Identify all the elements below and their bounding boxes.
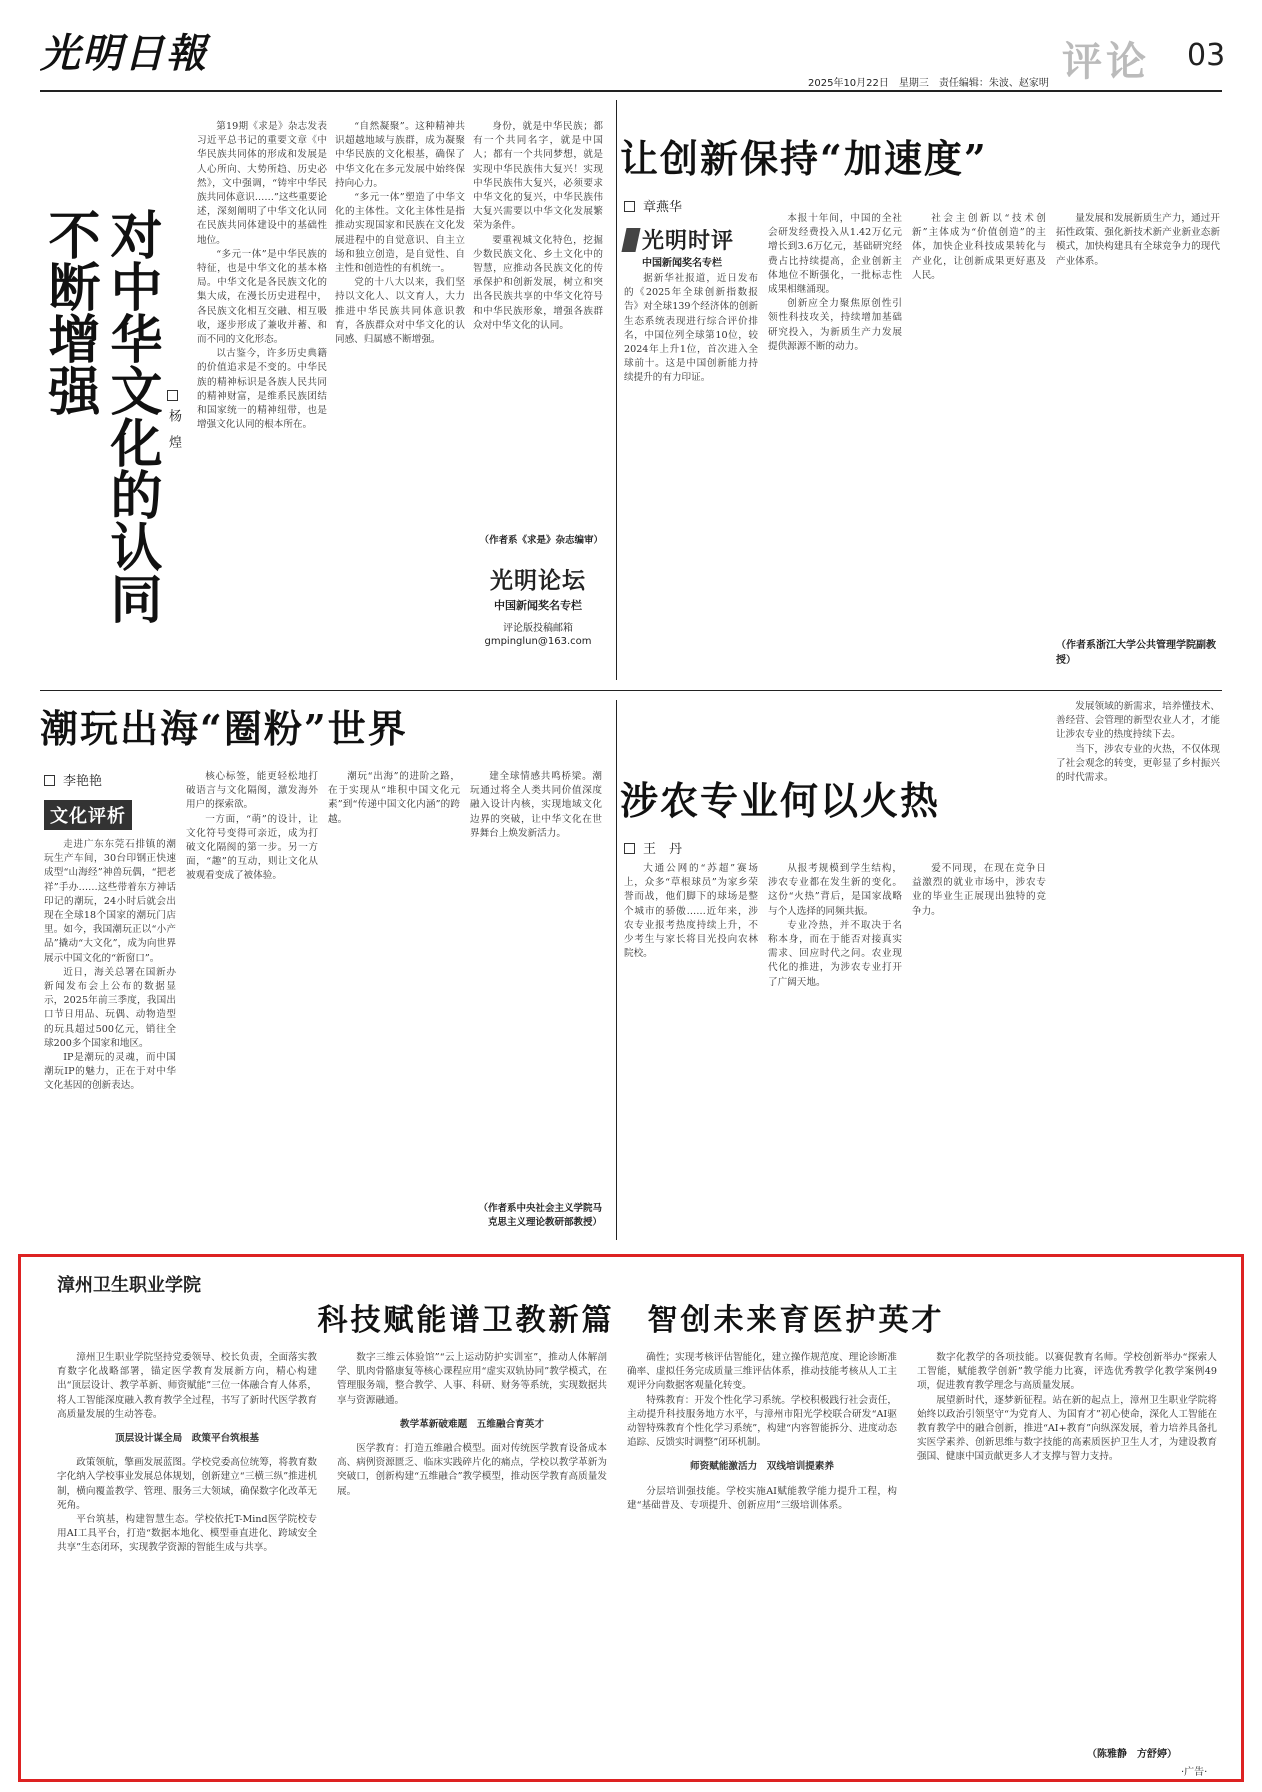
byline-box-icon <box>624 843 635 854</box>
column-tag <box>44 800 164 830</box>
paragraph: IP是潮玩的灵魂，而中国潮玩IP的魅力，正在于对中华文化基因的创新表达。 <box>44 1052 176 1092</box>
innovation-author-name: 章燕华 <box>643 200 683 215</box>
paragraph: 创新应全力聚焦原创性引领性科技攻关，持续增加基础研究投入，为新质生产力发展提供源源不断的动力。 <box>768 298 902 352</box>
section-title: 评论 <box>1062 39 1150 85</box>
forum-email[interactable]: gmpinglun@163.com <box>484 636 592 647</box>
advert-headline: 科技赋能谱卫教新篇 智创未来育医护英才 <box>317 1303 945 1338</box>
innovation-article-author <box>624 196 682 215</box>
paragraph: 专业冷热，并不取决于名称本身，而在于能否对接真实需求、回应时代之问。农业现代化的推进，为涉农专业打开了广阔天地。 <box>768 919 902 988</box>
paragraph: 爱不同现，在现在竞争日益激烈的就业市场中，涉农专业的毕业生正展现出独特的竞争力。 <box>912 863 1046 917</box>
paragraph: 第19期《求是》杂志发表习近平总书记的重要文章《中华民族共同体的形成和发展是人心所向、大势所趋、历史必然》，文中强调，“铸牢中华民族共同体意识……”这些重要论述，深刻阐明了中华文化认同在民族共同体建设中的基础性地位。 <box>197 121 327 246</box>
page-number: 03 <box>1187 38 1226 73</box>
opinion-badge <box>624 222 764 270</box>
advert-frame <box>18 1254 1244 1782</box>
paragraph: 量发展和发展新质生产力，通过开拓性政策、强化新技术新产业新业态新模式，加快构建具有全球竞争力的现代产业体系。 <box>1056 213 1220 267</box>
innovation-column-2 <box>768 212 902 660</box>
agri-column-1 <box>624 862 758 1230</box>
forum-box <box>473 556 603 656</box>
advert-school-name: 漳州卫生职业学院 <box>57 1275 201 1296</box>
column-tag-label: 文化评析 <box>44 800 132 830</box>
advert-subhead: 师资赋能激活力 双线培训提素养 <box>690 1461 834 1473</box>
paragraph: 确性；实现考核评估智能化，建立操作规范度、理论诊断准确率、虚拟任务完成质量三维评估体系，推动技能考核从人工主观评分向数据客观量化转变。 <box>627 1352 897 1392</box>
culture-column-3 <box>473 120 603 530</box>
paragraph: 大通公网的“苏超”赛场上，众多“草根球员”为家乡荣誉而战，他们脚下的球场是整个城市的骄傲……近年来，涉农专业报考热度持续上升，不少考生与家长将目光投向农林院校。 <box>624 863 758 960</box>
paragraph: 特殊教育：开发个性化学习系统。学校积极践行社会责任，主动提升科技服务地方水平，与漳州市阳光学校联合研发“AI驱动智特殊教育个性化学习系统”，构建“内容智能拆分、进度动态追踪、反馈实时调整”闭环机制。 <box>627 1394 897 1449</box>
date-editor-line: 2025年10月22日 星期三 责任编辑：朱波、赵家明 <box>808 78 1049 89</box>
masthead <box>0 0 1262 92</box>
culture-article-note: （作者系《求是》杂志编审） <box>479 535 603 546</box>
innovation-column-3 <box>912 212 1046 660</box>
innovation-column-1 <box>624 272 758 660</box>
advert-byline: （陈雅静 方舒婷） <box>1087 1749 1177 1760</box>
newspaper-logo: 光明日報 <box>40 30 208 77</box>
paragraph: 政策领航，擎画发展蓝图。学校党委高位统筹，将教育数字化纳入学校事业发展总体规划，创新建立“三横三纵”推进机制，横向覆盖教学、管理、服务三大领域，确保数字化改革无死角。 <box>57 1457 317 1511</box>
paragraph: 建全球情感共鸣桥梁。潮玩通过将全人类共同价值深度融入设计内核，实现地域文化边界的突破，让中华文化在世界舞台上焕发新活力。 <box>470 771 602 839</box>
paragraph: 展望新时代，逐梦新征程。站在新的起点上，漳州卫生职业学院将始终以政治引领坚守“为党育人、为国育才”初心使命，深化人工智能在教育教学中的融合创新，推进“AI+教育”向纵深发展，着力培养具备扎实医学素养、创新思维与数字技能的高素质医护卫生人才，为建设教育强国、健康中国贡献更多人才支撑与智力支持。 <box>917 1394 1217 1463</box>
agri-article-author <box>624 838 682 857</box>
badge-title: 光明时评 <box>642 229 735 254</box>
paragraph: 潮玩“出海”的进阶之路，在于实现从“堆积中国文化元素”到“传递中国文化内涵”的跨越。 <box>328 771 460 825</box>
culture-article-title: 对中华文化的认同不断增强 <box>39 208 162 624</box>
innovation-article-note: （作者系浙江大学公共管理学院副教授） <box>1056 640 1216 666</box>
paragraph: 一方面，“萌”的设计，让文化符号变得可亲近，成为打破文化隔阂的第一步。另一方面，“趣”的互动，则让文化从被观看变成了被体验。 <box>186 813 318 882</box>
chaowan-article-author <box>44 770 102 789</box>
agri-column-2 <box>768 862 902 1230</box>
paragraph: 数字三维云体验馆”“云上运动防护实训室”，推动人体解剖学、肌肉骨骼康复等核心课程应用“虚实双轨协同”教学模式，在管理服务端，整合教学、人事、科研、财务等系统，实现数据共享与资源融通。 <box>337 1352 607 1406</box>
advert-column-1 <box>57 1351 317 1771</box>
paragraph: 漳州卫生职业学院坚持党委领导、校长负责，全面落实教育数字化战略部署，锚定医学教育发展新方向，精心构建出“顶层设计、教学革新、师资赋能”三位一体融合育人体系，将人工智能深度融入教育教学全过程，书写了新时代医学教育高质量发展的生动答卷。 <box>57 1352 317 1420</box>
agri-column-4 <box>1056 700 1220 1230</box>
paragraph: 从报考规模到学生结构，涉农专业都在发生新的变化。这份“火热”背后，是国家战略与个人选择的同频共振。 <box>768 863 902 917</box>
paragraph: “多元一体”是中华民族的特征，也是中华文化的基本格局。中华文化是各民族文化的集大成，在漫长历史进程中，各民族文化相互交融、相互吸收，逐步形成了兼收并蓄、和而不同的文化形态。 <box>197 248 327 346</box>
advert-subhead: 教学革新破难题 五维融合育英才 <box>400 1418 544 1430</box>
paragraph: “多元一体”塑造了中华文化的主体性。文化主体性是指推动实现国家和民族在文化发展进程中的自觉意识、自主立场和独立创造，是自觉性、自主性和创造性的有机统一。 <box>335 192 465 275</box>
column-divider <box>616 700 617 1240</box>
paragraph: 党的十八大以来，我们坚持以文化人、以文育人，大力推进中华民族共同体意识教育，各族群众对中华文化的认同感、归属感不断增强。 <box>335 277 465 346</box>
chaowan-author-name: 李艳艳 <box>63 774 103 789</box>
paragraph: 社会主创新以“技术创新”主体成为“价值创造”的主体，加快企业科技成果转化与产业化，让创新成果更好惠及人民。 <box>912 213 1046 281</box>
agri-author-name: 王 丹 <box>643 842 683 857</box>
innovation-article-title: 让创新保持“加速度” <box>620 136 988 181</box>
innovation-column-4 <box>1056 212 1220 632</box>
advert-column-2 <box>337 1351 607 1771</box>
chaowan-article-title: 潮玩出海“圈粉”世界 <box>40 706 408 751</box>
paragraph: 近日，海关总署在国新办新闻发布会上公布的数据显示，2025年前三季度，我国出口节日用品、玩偶、动物造型的玩具超过500亿元，销往全球200多个国家和地区。 <box>44 966 176 1049</box>
advert-column-4 <box>917 1351 1217 1741</box>
section-rule <box>40 690 1222 691</box>
forum-subtitle: 中国新闻奖名专栏 <box>494 599 582 612</box>
forum-title: 光明论坛 <box>490 568 586 594</box>
chaowan-column-2 <box>186 770 318 1230</box>
culture-column-1 <box>197 120 327 650</box>
culture-column-2 <box>335 120 465 650</box>
chaowan-column-3 <box>328 770 460 1230</box>
paragraph: 发展领域的新需求，培养懂技术、善经营、会管理的新型农业人才，才能让涉农专业的热度持续下去。 <box>1056 701 1220 741</box>
badge-ribbon-icon <box>621 228 640 252</box>
agri-column-3 <box>912 862 1046 1230</box>
forum-contact-label: 评论版投稿邮箱 <box>503 623 573 634</box>
paragraph: 核心标签，能更轻松地打破语言与文化隔阂，激发海外用户的探索欲。 <box>186 771 318 811</box>
paragraph: 身份，就是中华民族；都有一个共同名字，就是中国人；都有一个共同梦想，就是实现中华民族伟大复兴！实现中华民族伟大复兴，必须要求中华文化的复兴，中华民族伟大复兴需要以中华文化发展繁荣为条件。 <box>473 121 603 232</box>
paragraph: 当下，涉农专业的火热，不仅体现了社会观念的转变，更彰显了乡村振兴的时代需求。 <box>1056 743 1220 784</box>
paragraph: “自然凝聚”。这种精神共识超越地域与族群，成为凝聚中华民族的文化根基，确保了中华文化在多元发展中始终保持向心力。 <box>335 121 465 189</box>
advert-subhead: 顶层设计谋全局 政策平台筑根基 <box>115 1433 259 1445</box>
paragraph: 平台筑基，构建智慧生态。学校依托T-Mind医学院校专用AI工具平台，打造“数据本地化、模型垂直进化、跨域安全共享”生态闭环，实现教学资源的智能生成与共享。 <box>57 1514 317 1554</box>
culture-author-name: 杨 煌 <box>166 409 181 448</box>
paragraph: 要重视城文化特色，挖掘少数民族文化、乡土文化中的智慧，应推动各民族文化的传承保护和创新发展，树立和突出各民族共享的中华文化符号和中华民族形象，增强各族群众对中华文化的认同。 <box>473 234 603 331</box>
culture-article-author <box>163 390 183 448</box>
agri-article-title: 涉农专业何以火热 <box>620 778 941 823</box>
badge-subtitle: 中国新闻奖名专栏 <box>642 258 722 269</box>
paragraph: 据新华社报道，近日发布的《2025年全球创新指数报告》对全球139个经济体的创新生态系统表现进行综合评价排名，中国位列全球第10位，较2024年上升1位，首次进入全球前十。这是中国创新能力持续提升的有力印证。 <box>624 273 758 384</box>
paragraph: 数字化教学的各项技能。以赛促教育名师。学校创新举办“探索人工智能，赋能教学创新”教学能力比赛，评选优秀教学化教学案例49项，促进教育教学理念与高质量发展。 <box>917 1352 1217 1392</box>
byline-box-icon <box>44 775 55 786</box>
paragraph: 医学教育：打造五维融合模型。面对传统医学教育设备成本高、病例资源匮乏、临床实践碎片化的痛点，学校以教学革新为突破口，创新构建“五维融合”教学模型，推动医学教育高质量发展。 <box>337 1443 607 1497</box>
byline-box-icon <box>624 201 635 212</box>
chaowan-column-4 <box>470 770 602 1198</box>
advert-mark: ·广告· <box>1181 1767 1208 1778</box>
chaowan-article-note: （作者系中央社会主义学院马克思主义理论教研部教授） <box>478 1203 602 1228</box>
column-divider <box>616 100 617 680</box>
paragraph: 分层培训强技能。学校实施AI赋能教学能力提升工程，构建“基础普及、专项提升、创新应用”三级培训体系。 <box>627 1485 897 1511</box>
masthead-rule <box>40 90 1222 92</box>
advert-column-3 <box>627 1351 897 1771</box>
paragraph: 本报十年间，中国的全社会研发经费投入从1.42万亿元增长到3.6万亿元，基础研究经费占比持续提高，企业创新主体地位不断强化，一批标志性成果相继涌现。 <box>768 213 902 296</box>
paragraph: 走进广东东莞石排镇的潮玩生产车间，30台印钢正快速成型“山海经”神兽玩偶，“把老祥”手办……这些带着东方神话印记的潮玩，24小时后就会出现在全球18个国家的潮玩门店里。如今，我国潮玩正以“小产品”撬动“大文化”，成为向世界展示中国文化的“新窗口”。 <box>44 839 176 964</box>
paragraph: 以古鉴今，许多历史典籍的价值追求是不变的。中华民族的精神标识是各族人民共同的精神财富，是维系民族团结和国家统一的精神纽带，也是增强文化认同的根本所在。 <box>197 348 327 431</box>
chaowan-column-1 <box>44 838 176 1230</box>
byline-box-icon <box>167 390 178 401</box>
